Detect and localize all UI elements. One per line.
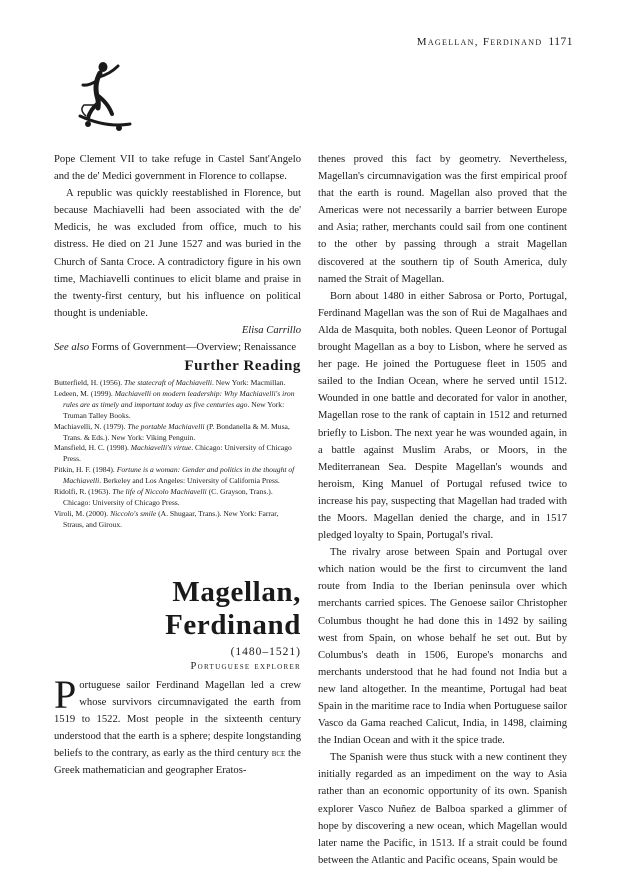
- bibliography-entry: [54, 509, 301, 531]
- bibliography-entry: [54, 389, 301, 422]
- entry-publisher: . Chicago: University of Chicago Press.: [63, 443, 292, 464]
- entry-author: Ridolfi, R. (1963).: [54, 487, 113, 497]
- entry-publisher: . New York: Macmillan.: [211, 378, 286, 387]
- bibliography: [54, 378, 301, 531]
- see-also: [54, 339, 301, 356]
- entry-opening: [54, 672, 302, 780]
- title-line: Magellan,: [172, 576, 301, 608]
- title-line: Ferdinand: [165, 609, 301, 641]
- entry-title-heading: [54, 576, 301, 642]
- entry-title: The portable Machiavelli: [127, 421, 205, 431]
- bibliography-entry: [54, 487, 301, 509]
- see-also-text: Forms of Government—Overview; Renaissance: [89, 342, 297, 354]
- right-column: [318, 151, 567, 869]
- left-column: [54, 151, 301, 356]
- bibliography-entry: [54, 443, 301, 465]
- bibliography-entry: [54, 422, 301, 444]
- entry-publisher: (A. Shugaar, Trans.). New York: Farrar, Straus, and Giroux.: [63, 508, 279, 529]
- paragraph: A republic was quickly reestablished in Florence, but because Machiavelli had been associated with the de' Medicis, he was excluded from office, much to his distress. He died on 21 June 1527 and was buried in the Church of Santa Croce. A contradictory figure in his own time, Machiavelli continues to elicit blame and praise in the twenty-first century, but his influence on political thought is undeniable.: [54, 188, 301, 319]
- paragraph: Born about 1480 in either Sabrosa or Porto, Portugal, Ferdinand Magellan was the son of Rui de Magalhaes and Alda de Masquita, both nobles. Queen Leonor of Portugal brought Magellan as a boy to Lisbon, where he served as her page. He joined the Portuguese fleet in 1505 and sailed to the Indian Ocean, where he served until 1512. Wounded in one battle and decorated for valor in another, Magellan rose to the rank of captain in 1512 and returned briefly to Lisbon. The next year he was wounded again, in a battle against Muslim Arabs, or Moors, in the Mediterranean Sea. Despite Magellan's wounds and heroism, King Manuel of Portugal refused twice to increase his pay, suspecting that Magellan had traded with the Moors. Magellan denied the charge, and in 1517 pledged loyalty to Spain, Portugal's rival.: [318, 290, 567, 542]
- bibliography-entry: [54, 378, 301, 389]
- author-signature: Elisa Carrillo: [241, 324, 301, 336]
- drop-cap: P: [54, 672, 77, 717]
- entry-publisher: . Berkeley and Los Angeles: University of California Press.: [99, 476, 280, 486]
- running-header: [417, 36, 573, 48]
- entry-author: Viroli, M. (2000).: [54, 508, 111, 518]
- entry-title: Machiavelli on modern leadership: Why Machiavelli's iron rules are as timely and important today as five centuries ago: [63, 388, 295, 409]
- entry-author: Machiavelli, N. (1979).: [54, 421, 128, 431]
- era-abbreviation: bce: [271, 748, 286, 760]
- see-also-label: See also: [54, 342, 90, 354]
- opening-text-end: the Greek mathematician and geographer Eratos-: [54, 748, 302, 777]
- entry-dates: (1480–1521): [230, 646, 301, 658]
- entry-title: Machiavelli's virtue: [130, 443, 192, 453]
- entry-subtitle: Portuguese explorer: [190, 661, 301, 672]
- paragraph: Pope Clement VII to take refuge in Castel Sant'Angelo and the de' Medici government in Florence to collapse.: [54, 154, 301, 183]
- further-reading-heading: Further Reading: [184, 358, 301, 374]
- entry-author: Mansfield, H. C. (1998).: [54, 443, 131, 453]
- page-number: 1171: [548, 36, 573, 48]
- skateboarder-illustration: [72, 58, 142, 134]
- bibliography-entry: [54, 465, 301, 487]
- paragraph: The rivalry arose between Spain and Portugal over which nation would be the first to circumvent the land route from India to the Iberian peninsula over which merchants carried spices. The Genoese sailor Christopher Columbus thought he had done this in 1492 by sailing west from Spain, on whose behalf he set out. But by Columbus's death in 1506, Europe's monarchs and merchants understood that he had found not India but a new land altogether. In the meantime, Portugal had beat Spain in the maritime race to India when Portuguese sailor Vasco da Gama reached Calicut, India, in 1498, claiming the Indian Ocean and with it the spice trade.: [318, 547, 567, 747]
- entry-title: Niccolo's smile: [110, 508, 157, 518]
- entry-title: Fortune is a woman: Gender and politics in the thought of Machiavelli: [63, 465, 295, 486]
- entry-title: The statecraft of Machiavelli: [124, 378, 212, 387]
- entry-publisher: (P. Bondanella & M. Musa, Trans. & Eds.). New York: Viking Penguin.: [63, 421, 290, 442]
- entry-publisher: (C. Grayson, Trans.). Chicago: University of Chicago Press.: [63, 487, 273, 507]
- paragraph: thenes proved this fact by geometry. Nevertheless, Magellan's circumnavigation was the first empirical proof that the earth is round. Magellan also proved that the Americas were not necessarily a barrier between Europe and Asia; rather, merchants could sail from one continent to the other by passing through a strait Magellan discovered at the southern tip of South America, duly named the Strait of Magellan.: [318, 154, 567, 285]
- entry-author: Pitkin, H. F. (1984).: [54, 465, 117, 475]
- paragraph: The Spanish were thus stuck with a new continent they initially regarded as an impediment on the way to Asia rather than an economic opportunity of its own. Spanish explorer Vasco Nuñez de Balboa sparked a glimmer of hope by discovering a new ocean, which Magellan would later name the Pacific, in 1513. If a strait could be found between the Atlantic and Pacific oceans, Spain would be: [318, 752, 567, 866]
- entry-author: Ledeen, M. (1999).: [54, 388, 115, 398]
- entry-publisher: . New York: Truman Talley Books.: [63, 399, 285, 420]
- opening-text: ortuguese sailor Ferdinand Magellan led a crew whose survivors circumnavigated the earth from 1519 to 1522. Most people in the sixteenth century understood that the earth is a sphere; despite longstanding beliefs to the contrary, as early as the third century: [54, 680, 301, 760]
- entry-author: Butterfield, H. (1956).: [54, 378, 125, 387]
- entry-title: The life of Niccolo Machiavelli: [112, 487, 207, 497]
- running-title: Magellan, Ferdinand: [416, 36, 543, 48]
